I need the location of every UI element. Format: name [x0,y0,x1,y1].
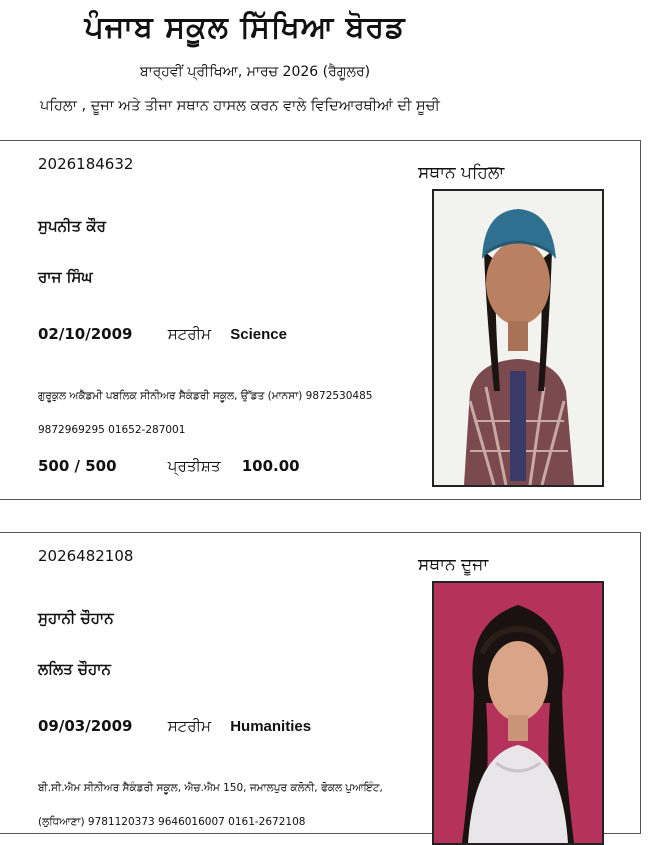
photo-portrait-icon [434,583,602,843]
dob-stream-row [38,717,311,735]
exam-subtitle: ਬਾਰ੍ਹਵੀਂ ਪ੍ਰੀਖਿਆ, ਮਾਰਚ 2026 (ਰੈਗੂਲਰ) [139,64,371,80]
student-photo [432,581,604,845]
rank-label: ਸਥਾਨ ਦੂਜਾ [418,555,489,575]
school-line-2: (ਲੁਧਿਆਣਾ) 9781120373 9646016007 0161-2672108 [38,816,306,828]
father-name: ਰਾਜ ਸਿੰਘ [38,268,93,286]
school-line-1: ਬੀ.ਸੀ.ਐਮ ਸੀਨੀਅਰ ਸੈਕੰਡਰੀ ਸਕੂਲ, ਐਚ.ਐਮ 150, ਜਮਾਲਪੁਰ ਕਲੋਨੀ, ਫੋਕਲ ਪੁਆਇੰਟ, [38,782,383,794]
student-name: ਸੁਹਾਨੀ ਚੌਹਾਨ [38,609,114,627]
stream-value: Science [230,326,287,343]
percentage-label: ਪ੍ਰਤੀਸ਼ਤ [167,457,221,475]
stream-label: ਸਟਰੀਮ [167,325,211,343]
percentage-value: 100.00 [241,457,300,475]
school-info [38,771,428,839]
father-name: ਲਲਿਤ ਚੌਹਾਨ [38,660,111,678]
date-of-birth: 09/03/2009 [38,717,133,735]
student-photo [432,189,604,487]
student-card [0,532,641,834]
school-line-2: 9872969295 01652-287001 [38,424,186,436]
marks-row [38,457,300,475]
photo-portrait-icon [434,191,602,485]
stream-value: Humanities [230,718,312,735]
board-title: ਪੰਜਾਬ ਸਕੂਲ ਸਿੱਖਿਆ ਬੋਰਡ [84,10,406,45]
roll-number: 2026184632 [38,155,134,173]
student-name: ਸੁਪਨੀਤ ਕੌਰ [38,217,106,235]
list-title: ਪਹਿਲਾ , ਦੂਜਾ ਅਤੇ ਤੀਜਾ ਸਥਾਨ ਹਾਸਲ ਕਰਨ ਵਾਲੇ ਵਿਦਿਆਰਥੀਆਂ ਦੀ ਸੂਚੀ [40,98,440,114]
date-of-birth: 02/10/2009 [38,325,133,343]
school-info [38,379,428,447]
dob-stream-row [38,325,287,343]
stream-label: ਸਟਰੀਮ [167,717,211,735]
marks-value: 500 / 500 [38,457,117,475]
student-card [0,140,641,500]
rank-label: ਸਥਾਨ ਪਹਿਲਾ [418,163,505,183]
roll-number: 2026482108 [38,547,134,565]
school-line-1: ਗੁਰੂਕੁਲ ਅਕੈਡਮੀ ਪਬਲਿਕ ਸੀਨੀਅਰ ਸੈਕੰਡਰੀ ਸਕੂਲ, ਉੱਡਤ (ਮਾਨਸਾ) 9872530485 [38,390,373,402]
